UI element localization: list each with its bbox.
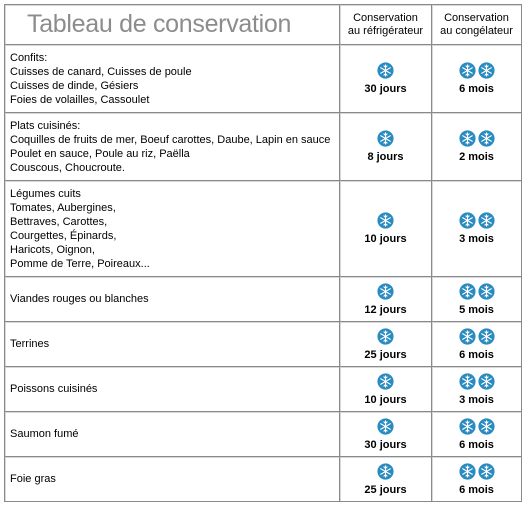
freezer-duration-label: 3 mois — [459, 233, 494, 245]
fridge-duration-label: 25 jours — [364, 483, 407, 496]
snowflake-group — [340, 212, 431, 230]
freezer-header-line2: au congélateur — [440, 24, 513, 37]
table-row — [5, 181, 522, 277]
food-description-line: Coquilles de fruits de mer, Boeuf carottes, Daube, Lapin en sauce — [10, 133, 331, 146]
snowflake-group — [340, 373, 431, 391]
food-description-line: Cuisses de canard, Cuisses de poule — [10, 65, 192, 78]
food-description-line: Pomme de Terre, Poireaux... — [10, 257, 150, 270]
snowflake-icon — [377, 328, 394, 345]
food-description-line: Plats cuisinés: — [10, 119, 81, 132]
freezer-duration-label: 5 mois — [459, 303, 494, 316]
snowflake-icon — [377, 62, 394, 79]
snowflake-icon — [459, 212, 476, 229]
snowflake-icon — [377, 283, 394, 300]
snowflake-icon — [478, 418, 495, 435]
food-description-line: Courgettes, Épinards, — [10, 229, 117, 242]
food-description-line: Haricots, Oignon, — [10, 243, 95, 256]
food-description-line: Viandes rouges ou blanches — [10, 293, 149, 305]
fridge-duration-cell — [340, 367, 432, 412]
snowflake-group — [432, 212, 521, 230]
freezer-duration-label: 3 mois — [459, 393, 494, 406]
snowflake-icon — [377, 130, 394, 147]
freezer-duration-label: 2 mois — [459, 151, 494, 163]
food-description-cell — [5, 45, 340, 113]
food-description-line: Foie gras — [10, 473, 56, 485]
snowflake-icon — [377, 212, 394, 229]
snowflake-group — [340, 328, 431, 346]
freezer-duration-label: 6 mois — [459, 438, 494, 451]
food-description-cell — [5, 412, 340, 457]
snowflake-icon — [459, 62, 476, 79]
snowflake-icon — [459, 328, 476, 345]
food-description-cell — [5, 457, 340, 502]
food-description-cell — [5, 322, 340, 367]
food-description-line: Bettraves, Carottes, — [10, 215, 108, 228]
snowflake-group — [432, 418, 521, 436]
conservation-table-container — [4, 4, 522, 502]
freezer-header-line1: Conservation — [444, 11, 509, 24]
table-row — [5, 412, 522, 457]
snowflake-icon — [377, 463, 394, 480]
food-description-line: Tomates, Aubergines, — [10, 201, 116, 214]
fridge-duration-label: 30 jours — [364, 83, 407, 95]
freezer-duration-label: 6 mois — [459, 83, 494, 95]
fridge-duration-cell — [340, 113, 432, 181]
freezer-duration-cell — [432, 113, 522, 181]
fridge-duration-cell — [340, 45, 432, 113]
snowflake-group — [340, 283, 431, 301]
snowflake-group — [432, 463, 521, 481]
food-description-cell — [5, 367, 340, 412]
snowflake-icon — [459, 373, 476, 390]
table-row — [5, 113, 522, 181]
page-title: Tableau de conservation — [5, 5, 340, 45]
snowflake-icon — [478, 373, 495, 390]
freezer-duration-label: 6 mois — [459, 483, 494, 496]
snowflake-group — [432, 130, 521, 148]
fridge-duration-cell — [340, 412, 432, 457]
snowflake-icon — [478, 328, 495, 345]
snowflake-icon — [478, 62, 495, 79]
freezer-duration-cell — [432, 45, 522, 113]
snowflake-icon — [478, 130, 495, 147]
freezer-duration-cell — [432, 322, 522, 367]
snowflake-icon — [478, 212, 495, 229]
fridge-duration-label: 30 jours — [364, 438, 407, 451]
snowflake-group — [432, 62, 521, 80]
snowflake-group — [340, 463, 431, 481]
food-description-cell — [5, 181, 340, 277]
food-description-cell — [5, 277, 340, 322]
fridge-duration-cell — [340, 181, 432, 277]
freezer-duration-cell — [432, 181, 522, 277]
table-row — [5, 457, 522, 502]
food-description-line: Confits: — [10, 51, 48, 64]
snowflake-group — [340, 62, 431, 80]
snowflake-icon — [459, 283, 476, 300]
food-description-line: Poulet en sauce, Poule au riz, Paëlla — [10, 147, 190, 160]
table-row — [5, 45, 522, 113]
food-description-line: Légumes cuits — [10, 187, 81, 200]
freezer-duration-cell — [432, 457, 522, 502]
fridge-column-header — [340, 5, 432, 45]
snowflake-icon — [459, 130, 476, 147]
snowflake-group — [432, 283, 521, 301]
food-description-line: Saumon fumé — [10, 428, 79, 440]
fridge-duration-label: 10 jours — [364, 233, 407, 245]
snowflake-icon — [459, 418, 476, 435]
snowflake-group — [432, 373, 521, 391]
food-description-line: Terrines — [10, 338, 50, 350]
fridge-header-line1: Conservation — [353, 11, 418, 24]
table-row — [5, 277, 522, 322]
snowflake-icon — [377, 418, 394, 435]
fridge-duration-label: 10 jours — [364, 393, 407, 406]
table-row — [5, 322, 522, 367]
snowflake-icon — [459, 463, 476, 480]
food-description-line: Couscous, Choucroute. — [10, 161, 125, 174]
header-row — [5, 5, 522, 45]
snowflake-group — [432, 328, 521, 346]
fridge-duration-cell — [340, 457, 432, 502]
snowflake-icon — [478, 463, 495, 480]
fridge-duration-label: 12 jours — [364, 303, 407, 316]
food-description-line: Cuisses de dinde, Gésiers — [10, 79, 139, 92]
snowflake-group — [340, 418, 431, 436]
fridge-duration-label: 8 jours — [367, 151, 404, 163]
freezer-duration-label: 6 mois — [459, 348, 494, 361]
snowflake-icon — [478, 283, 495, 300]
food-description-cell — [5, 113, 340, 181]
freezer-duration-cell — [432, 277, 522, 322]
fridge-duration-label: 25 jours — [364, 348, 407, 361]
food-description-line: Foies de volailles, Cassoulet — [10, 93, 150, 106]
freezer-duration-cell — [432, 367, 522, 412]
freezer-column-header — [432, 5, 522, 45]
conservation-table — [4, 4, 522, 502]
fridge-duration-cell — [340, 322, 432, 367]
snowflake-icon — [377, 373, 394, 390]
fridge-header-line2: au réfrigérateur — [347, 24, 424, 37]
fridge-duration-cell — [340, 277, 432, 322]
snowflake-group — [340, 130, 431, 148]
freezer-duration-cell — [432, 412, 522, 457]
table-row — [5, 367, 522, 412]
food-description-line: Poissons cuisinés — [10, 383, 98, 395]
